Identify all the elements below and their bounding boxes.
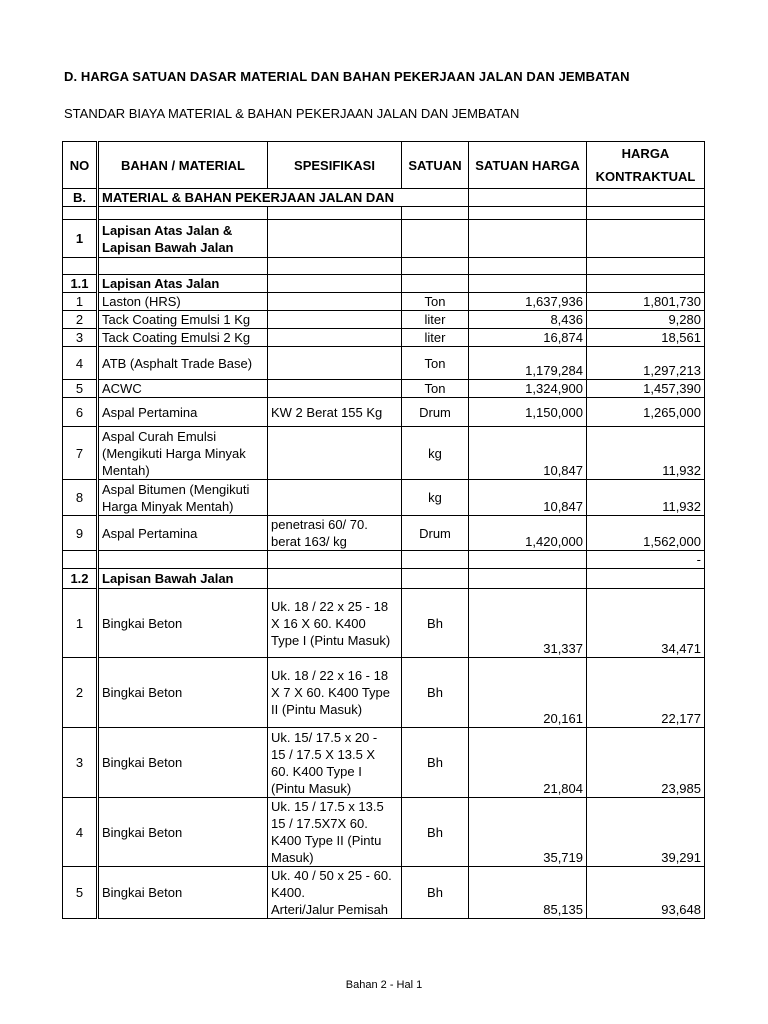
empty-cell (98, 551, 268, 569)
section-no: 1 (63, 220, 98, 258)
row-no: 3 (63, 329, 98, 347)
row-material: Bingkai Beton (98, 798, 268, 867)
group-label: MATERIAL & BAHAN PEKERJAAN JALAN DAN (98, 189, 469, 207)
spacer-row (63, 551, 705, 569)
row-material: Tack Coating Emulsi 2 Kg (98, 329, 268, 347)
row-spec-line: Uk. 40 / 50 x 25 - 60. (271, 868, 392, 883)
row-spec (268, 867, 402, 919)
row-contract: 22,177 (587, 658, 705, 728)
row-material: ACWC (98, 380, 268, 398)
empty-cell (98, 207, 268, 220)
empty-cell (587, 189, 705, 207)
row-contract: 1,297,213 (587, 347, 705, 380)
page-subtitle: STANDAR BIAYA MATERIAL & BAHAN PEKERJAAN JALAN DAN JEMBATAN (64, 106, 520, 121)
row-spec-line: Uk. 15/ 17.5 x 20 - (271, 729, 378, 745)
row-material: Aspal Pertamina (98, 516, 268, 551)
price-table (62, 141, 705, 919)
table-row (63, 311, 705, 329)
row-material-line: Aspal Curah Emulsi (102, 428, 217, 444)
empty-cell (402, 551, 469, 569)
row-no: 8 (63, 480, 98, 516)
empty-cell (587, 220, 705, 258)
empty-cell (268, 569, 402, 589)
row-contract: 1,457,390 (587, 380, 705, 398)
section-label-line1: Lapisan Atas Jalan & (102, 222, 233, 238)
table-row (63, 658, 705, 728)
empty-cell (469, 275, 587, 293)
row-contract: 1,562,000 (587, 516, 705, 551)
row-no: 2 (63, 658, 98, 728)
row-price: 1,324,900 (469, 380, 587, 398)
row-spec-line: Uk. 18 / 22 x 25 - 18 (271, 598, 389, 614)
table-header-row (63, 142, 705, 189)
header-contract-price-line1: HARGA (621, 146, 670, 161)
row-contract: 11,932 (587, 480, 705, 516)
row-price: 85,135 (469, 867, 587, 919)
row-no: 2 (63, 311, 98, 329)
row-spec-line: K400. (271, 885, 305, 900)
row-contract: 1,265,000 (587, 398, 705, 427)
row-no: 1 (63, 293, 98, 311)
empty-cell (268, 220, 402, 258)
group-no: B. (63, 189, 98, 207)
header-unit-price: SATUAN HARGA (469, 142, 587, 189)
row-spec (268, 293, 402, 311)
row-spec: KW 2 Berat 155 Kg (268, 398, 402, 427)
row-spec-line: Masuk) (271, 850, 314, 865)
row-spec-line: Arteri/Jalur Pemisah (271, 902, 389, 917)
empty-cell (587, 275, 705, 293)
row-price: 20,161 (469, 658, 587, 728)
row-contract: 93,648 (587, 867, 705, 919)
subsection-row (63, 275, 705, 293)
table-row (63, 398, 705, 427)
empty-cell (469, 551, 587, 569)
row-no: 3 (63, 728, 98, 798)
row-price: 31,337 (469, 589, 587, 658)
empty-cell (98, 258, 268, 275)
table-row (63, 347, 705, 380)
row-spec-line: Type I (Pintu Masuk) (271, 632, 391, 648)
subsection-no: 1.1 (63, 275, 98, 293)
row-price: 10,847 (469, 427, 587, 480)
subsection-label: Lapisan Bawah Jalan (98, 569, 268, 589)
row-unit: Drum (402, 516, 469, 551)
row-spec-line: X 7 X 60. K400 Type (271, 685, 391, 700)
header-contract-price (587, 142, 705, 189)
row-spec (268, 347, 402, 380)
row-no: 4 (63, 798, 98, 867)
table-row (63, 380, 705, 398)
empty-cell (402, 207, 469, 220)
section-label (98, 220, 268, 258)
row-spec (268, 329, 402, 347)
row-spec-line: X 16 X 60. K400 (271, 615, 366, 631)
row-spec-line: Uk. 18 / 22 x 16 - 18 (271, 668, 389, 683)
empty-cell (587, 569, 705, 589)
table-row (63, 589, 705, 658)
row-contract: 18,561 (587, 329, 705, 347)
row-unit: Bh (402, 867, 469, 919)
row-material-line: Aspal Bitumen (Mengikuti (102, 481, 250, 497)
table-row (63, 480, 705, 516)
row-material: Bingkai Beton (98, 728, 268, 798)
subsection-label: Lapisan Atas Jalan (98, 275, 268, 293)
spacer-row (63, 207, 705, 220)
row-material-line: Mentah) (102, 462, 150, 478)
row-spec (268, 516, 402, 551)
row-material (98, 480, 268, 516)
group-row (63, 189, 705, 207)
row-spec-line: Uk. 15 / 17.5 x 13.5 (271, 799, 384, 814)
row-contract: 9,280 (587, 311, 705, 329)
header-spec: SPESIFIKASI (268, 142, 402, 189)
row-unit: kg (402, 480, 469, 516)
row-contract: 34,471 (587, 589, 705, 658)
table-row (63, 329, 705, 347)
section-label-line2: Lapisan Bawah Jalan (102, 239, 234, 255)
header-contract-price-line2: KONTRAKTUAL (595, 169, 696, 184)
subsection-no: 1.2 (63, 569, 98, 589)
empty-cell (469, 189, 587, 207)
empty-cell (587, 207, 705, 220)
row-spec (268, 658, 402, 728)
table-row (63, 798, 705, 867)
page-title: D. HARGA SATUAN DASAR MATERIAL DAN BAHAN PEKERJAAN JALAN DAN JEMBATAN (64, 69, 630, 84)
row-material: Laston (HRS) (98, 293, 268, 311)
row-unit: Drum (402, 398, 469, 427)
row-price: 16,874 (469, 329, 587, 347)
row-no: 9 (63, 516, 98, 551)
row-price: 1,179,284 (469, 347, 587, 380)
row-no: 6 (63, 398, 98, 427)
table-row (63, 867, 705, 919)
row-contract: 23,985 (587, 728, 705, 798)
row-price: 1,637,936 (469, 293, 587, 311)
row-price: 10,847 (469, 480, 587, 516)
row-unit: kg (402, 427, 469, 480)
row-material: Aspal Pertamina (98, 398, 268, 427)
row-contract: 39,291 (587, 798, 705, 867)
row-unit: Ton (402, 293, 469, 311)
spacer-row (63, 258, 705, 275)
row-spec-line: 15 / 17.5 X 13.5 X (271, 746, 376, 762)
row-spec-line: 15 / 17.5X7X 60. (271, 816, 368, 831)
table-row (63, 728, 705, 798)
row-unit: Bh (402, 728, 469, 798)
row-material: Bingkai Beton (98, 658, 268, 728)
row-spec-line: berat 163/ kg (271, 534, 347, 549)
row-spec-line: 60. K400 Type I (271, 763, 362, 779)
empty-cell (402, 220, 469, 258)
table-row (63, 427, 705, 480)
row-spec (268, 728, 402, 798)
row-no: 5 (63, 867, 98, 919)
empty-cell (268, 275, 402, 293)
row-unit: Ton (402, 380, 469, 398)
row-material (98, 427, 268, 480)
empty-cell (402, 569, 469, 589)
empty-cell (402, 275, 469, 293)
row-spec-line: (Pintu Masuk) (271, 780, 352, 796)
empty-cell (469, 220, 587, 258)
row-no: 1 (63, 589, 98, 658)
header-unit: SATUAN (402, 142, 469, 189)
row-spec-line: penetrasi 60/ 70. (271, 517, 368, 532)
row-no: 7 (63, 427, 98, 480)
row-material: Bingkai Beton (98, 867, 268, 919)
row-unit: Bh (402, 589, 469, 658)
row-contract: 11,932 (587, 427, 705, 480)
row-spec-line: II (Pintu Masuk) (271, 702, 363, 717)
row-price: 21,804 (469, 728, 587, 798)
subsection-row (63, 569, 705, 589)
row-material: Bingkai Beton (98, 589, 268, 658)
empty-cell (587, 258, 705, 275)
row-spec (268, 798, 402, 867)
row-material-line: Harga Minyak Mentah) (102, 498, 234, 514)
row-spec-line: K400 Type II (Pintu (271, 833, 382, 848)
empty-cell (63, 258, 98, 275)
row-unit: Bh (402, 658, 469, 728)
empty-cell (268, 551, 402, 569)
row-spec (268, 480, 402, 516)
row-unit: Ton (402, 347, 469, 380)
row-contract: 1,801,730 (587, 293, 705, 311)
row-spec (268, 311, 402, 329)
row-spec (268, 427, 402, 480)
row-material: Tack Coating Emulsi 1 Kg (98, 311, 268, 329)
row-spec (268, 380, 402, 398)
table-row (63, 516, 705, 551)
empty-cell (268, 258, 402, 275)
empty-cell (469, 258, 587, 275)
row-material: ATB (Asphalt Trade Base) (98, 347, 268, 380)
header-material: BAHAN / MATERIAL (98, 142, 268, 189)
row-unit: liter (402, 311, 469, 329)
empty-cell (268, 207, 402, 220)
dash-cell: - (587, 551, 705, 569)
row-unit: Bh (402, 798, 469, 867)
empty-cell (63, 551, 98, 569)
empty-cell (63, 207, 98, 220)
empty-cell (469, 569, 587, 589)
row-price: 35,719 (469, 798, 587, 867)
row-no: 5 (63, 380, 98, 398)
row-unit: liter (402, 329, 469, 347)
empty-cell (469, 207, 587, 220)
row-price: 1,420,000 (469, 516, 587, 551)
page-footer: Bahan 2 - Hal 1 (345, 979, 423, 991)
empty-cell (402, 258, 469, 275)
section-row (63, 220, 705, 258)
table-row (63, 293, 705, 311)
row-no: 4 (63, 347, 98, 380)
row-material-line: (Mengikuti Harga Minyak (102, 445, 246, 461)
row-price: 1,150,000 (469, 398, 587, 427)
row-price: 8,436 (469, 311, 587, 329)
row-spec (268, 589, 402, 658)
header-no: NO (63, 142, 98, 189)
